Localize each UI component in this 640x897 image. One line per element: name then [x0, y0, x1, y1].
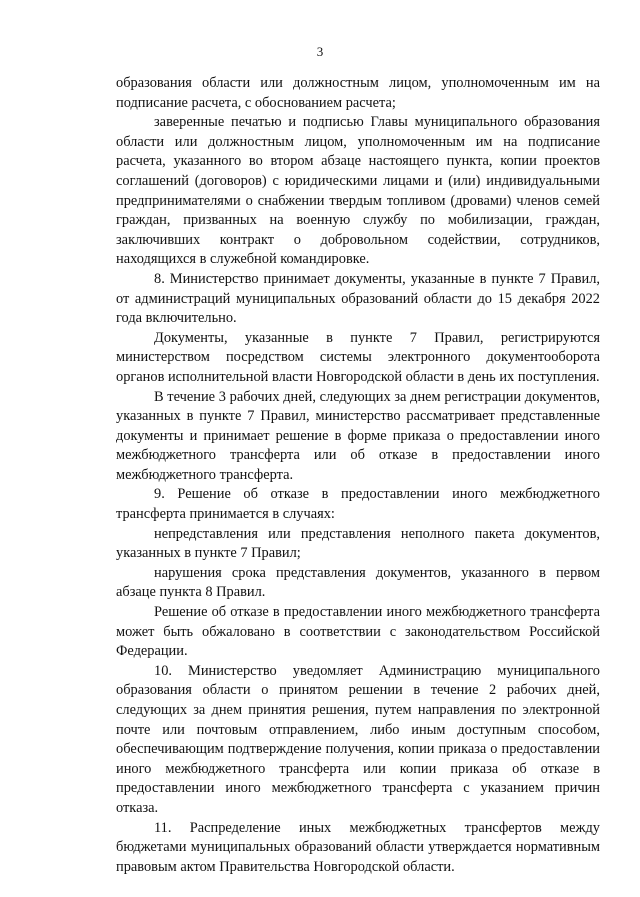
paragraph-deadline-violation: нарушения срока представления документов, указанного в первом абзаце пункта 8 Правил. [116, 564, 600, 601]
paragraph-appeal: Решение об отказе в предоставлении иного межбюджетного трансферта может быть обжаловано в соответствии с законодательством Российской Федерации. [116, 604, 600, 660]
paragraph-continuation: образования области или должностным лицом, уполномоченным им на подписание расчета, с обоснованием расчета; [116, 75, 600, 111]
paragraph-review-period: В течение 3 рабочих дней, следующих за днем регистрации документов, указанных в пункте 7 Правил, министерство рассматривает представленные документы и принимает решение в форме приказа о предоставлении иного межбюджетного трансферта или об отказе в предоставлении иного межбюджетного трансферта. [116, 388, 600, 483]
paragraph-item-9: 9. Решение об отказе в предоставлении иного межбюджетного трансферта принимается в случаях: [116, 486, 600, 523]
paragraph-item-10: 10. Министерство уведомляет Администрацию муниципального образования области о принятом решении в течение 2 рабочих дней, следующих за днем принятия решения, путем направления по электронной почте или почтовым отправлением, либо иным доступным способом, обеспечивающим подтверждение получения, копии приказа о предоставлении иного межбюджетного трансферта или копии приказа об отказе в предоставлении иного межбюджетного трансферта с указанием причин отказа. [116, 662, 600, 816]
paragraph-incomplete-documents: непредставления или представления неполного пакета документов, указанных в пункте 7 Правил; [116, 525, 600, 562]
paragraph-item-8: 8. Министерство принимает документы, указанные в пункте 7 Правил, от администраций муниципальных образований области до 15 декабря 2022 года включительно. [116, 270, 600, 327]
page-number: 3 [316, 44, 324, 59]
paragraph-certified-copies: заверенные печатью и подписью Главы муниципального образования области или должностным лицом, уполномоченным им на подписание расчета, указанного во втором абзаце настоящего пункта, копии проектов соглашений (договоров) с юридическими лицами и (или) индивидуальными предпринимателями о снабжении твердым топливом (дровами) членов семей граждан, призванных на военную службу по мобилизации, граждан, заключивших контракт о добровольном содействии, сотрудников, находящихся в служебной командировке. [116, 114, 600, 268]
paragraph-item-11: 11. Распределение иных межбюджетных трансфертов между бюджетами муниципальных образований области утверждается нормативным правовым актом Правительства Новгородской области. [116, 819, 600, 875]
paragraph-registration: Документы, указанные в пункте 7 Правил, регистрируются министерством посредством системы электронного документооборота органов исполнительной власти Новгородской области в день их поступления. [116, 329, 600, 385]
document-body [116, 74, 600, 877]
